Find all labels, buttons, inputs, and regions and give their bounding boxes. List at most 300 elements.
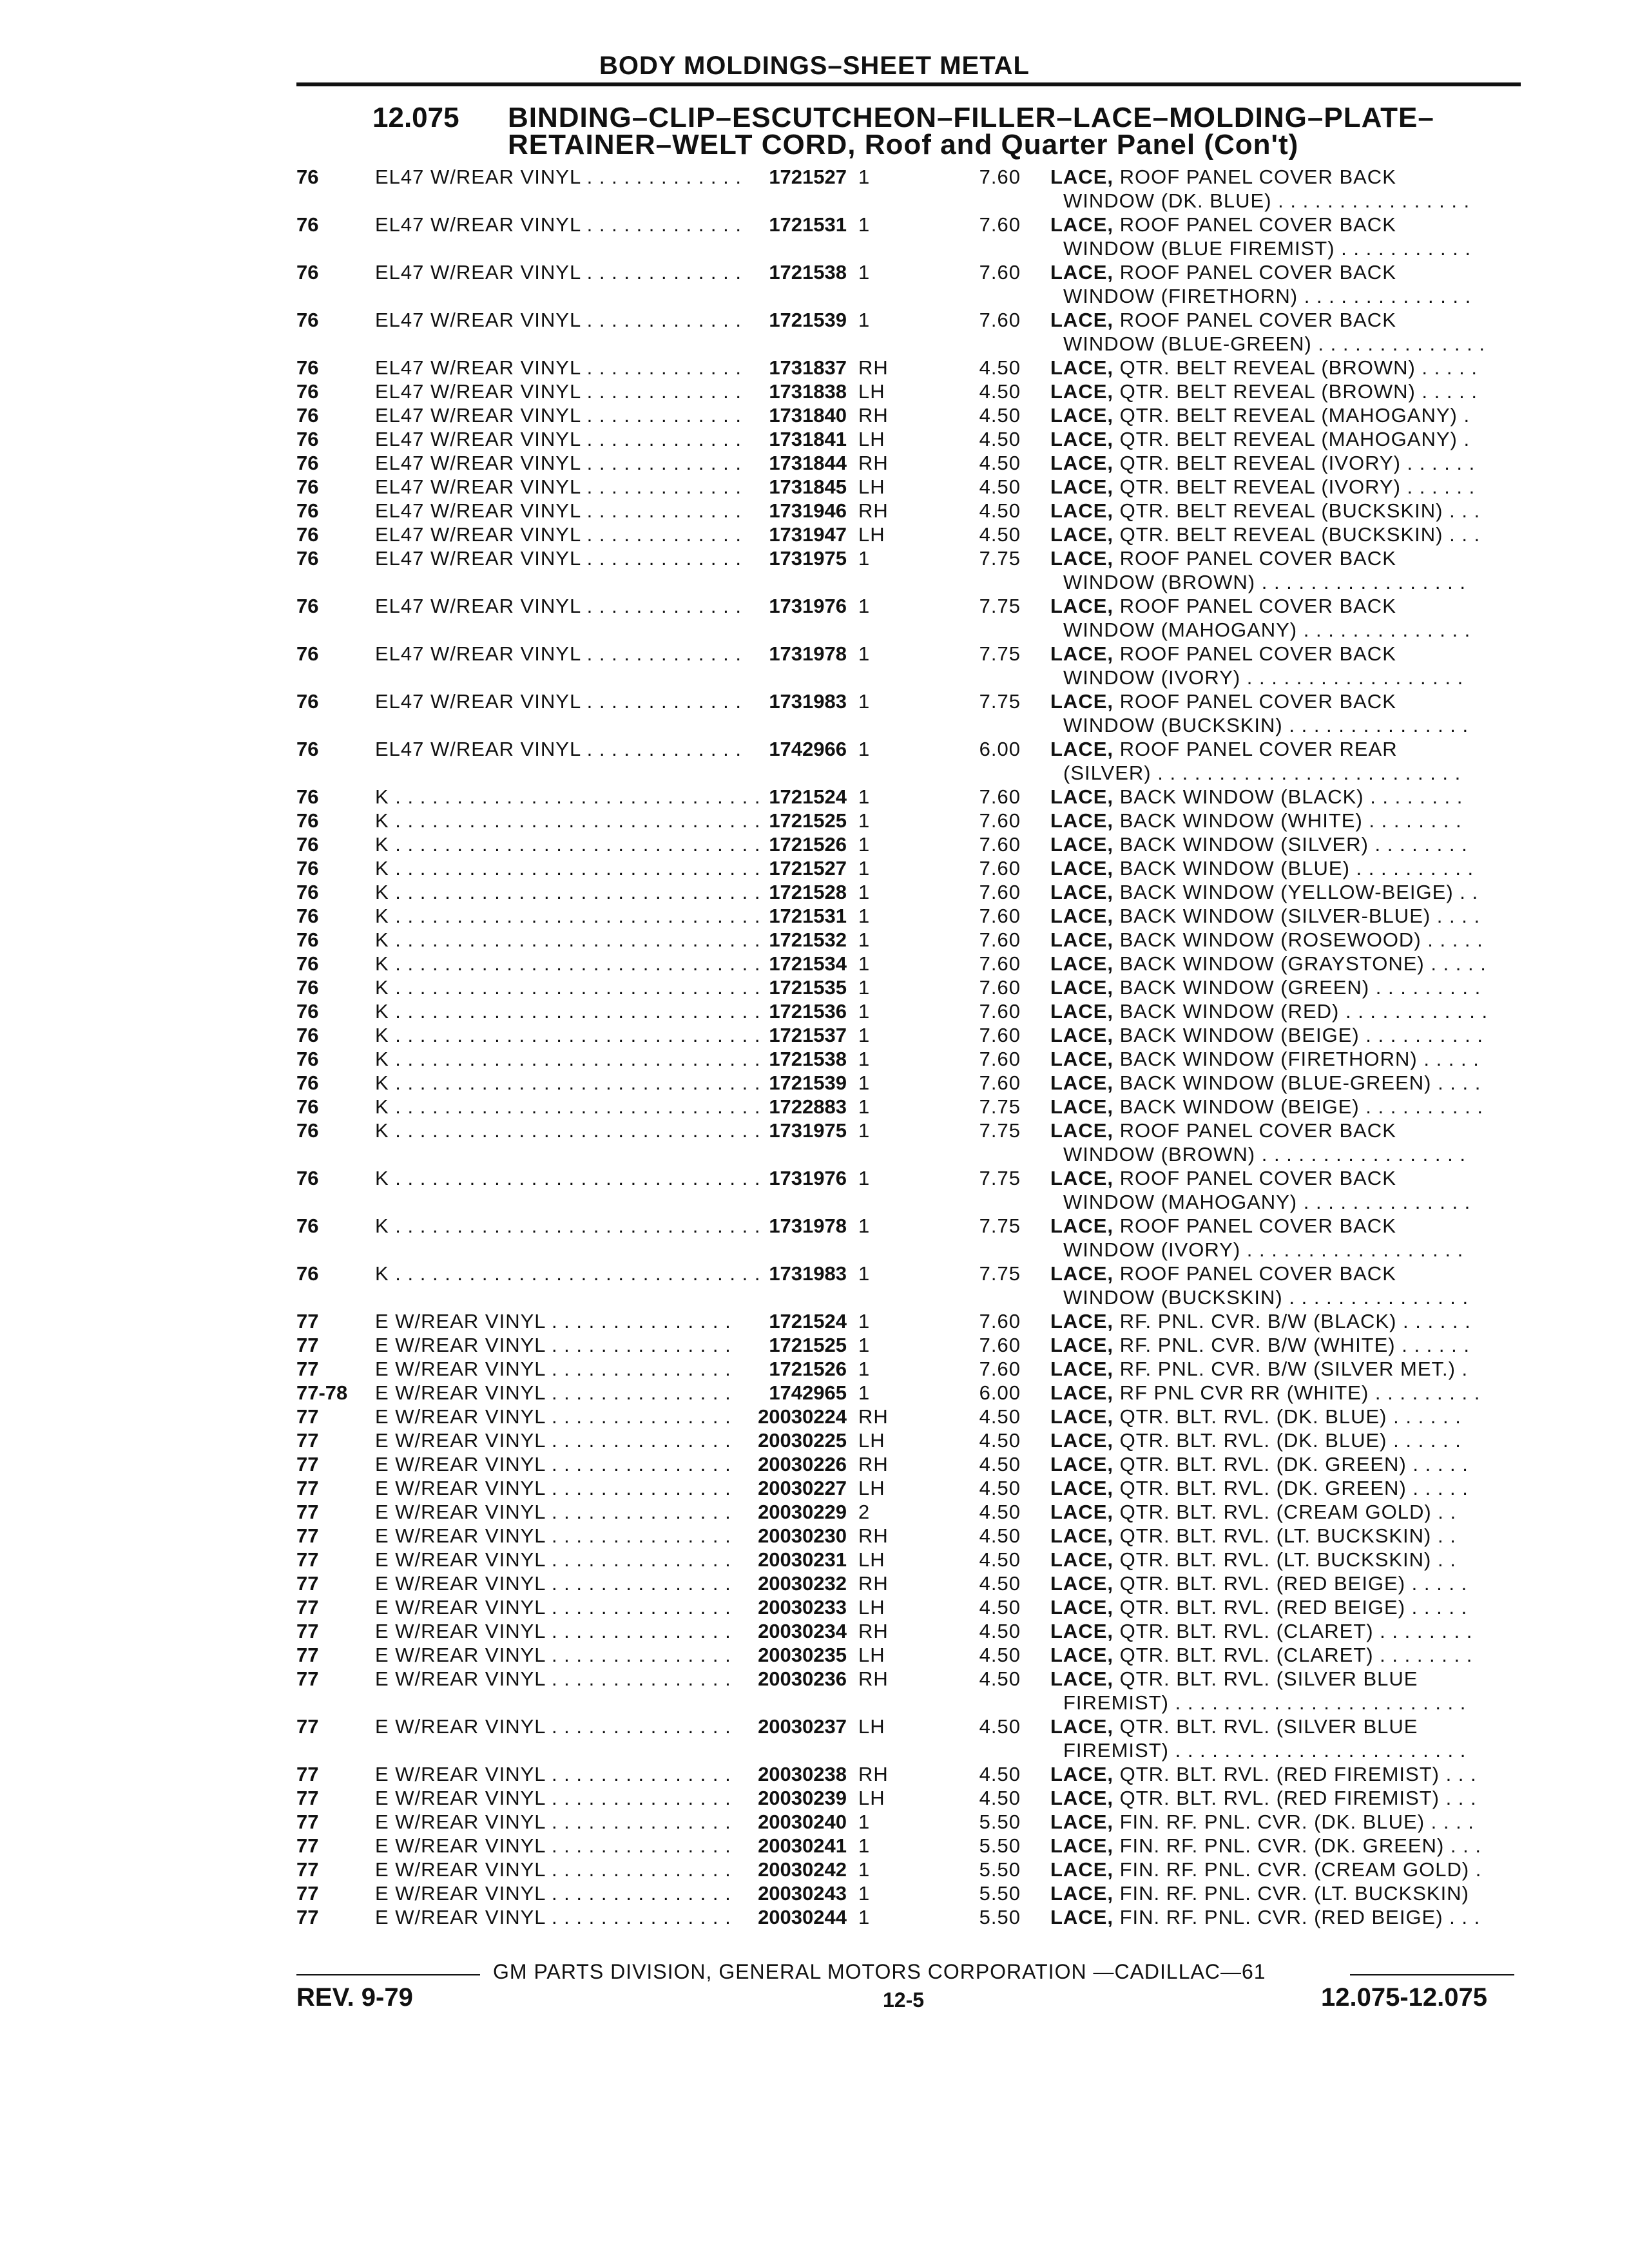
description-cell: LACE, BACK WINDOW (BEIGE) . . . . . . . . . . xyxy=(1050,1095,1483,1118)
footer-rule-right xyxy=(1350,1974,1514,1975)
year-cell: 77 xyxy=(296,1882,319,1905)
description-cell: LACE, BACK WINDOW (GREEN) . . . . . . . . . xyxy=(1050,976,1481,999)
description-cell: LACE, QTR. BLT. RVL. (CLARET) . . . . . . . . xyxy=(1050,1644,1473,1666)
description-cell: LACE, QTR. BLT. RVL. (LT. BUCKSKIN) . . xyxy=(1050,1548,1456,1571)
application-cell: E W/REAR VINYL . . . . . . . . . . . . . . . xyxy=(375,1858,731,1881)
description-cell: LACE, QTR. BLT. RVL. (DK. GREEN) . . . . . xyxy=(1050,1453,1469,1475)
quantity-cell: 1 xyxy=(858,809,871,832)
price-cell: 4.50 xyxy=(979,1429,1021,1452)
table-row xyxy=(0,1357,1629,1381)
description-cell: LACE, ROOF PANEL COVER BACK xyxy=(1050,166,1396,188)
application-cell: EL47 W/REAR VINYL . . . . . . . . . . . . . xyxy=(375,499,742,522)
quantity-cell: 1 xyxy=(858,1215,871,1237)
table-row xyxy=(0,1667,1629,1715)
year-cell: 77 xyxy=(296,1548,319,1571)
application-cell: E W/REAR VINYL . . . . . . . . . . . . . . . xyxy=(375,1787,731,1809)
year-cell: 76 xyxy=(296,1000,319,1023)
application-cell: E W/REAR VINYL . . . . . . . . . . . . . . . xyxy=(375,1811,731,1833)
part-number-cell: 20030227 xyxy=(758,1477,847,1499)
application-cell: E W/REAR VINYL . . . . . . . . . . . . . . . xyxy=(375,1548,731,1571)
part-number-cell: 20030239 xyxy=(758,1787,847,1809)
description-cell: LACE, QTR. BLT. RVL. (DK. BLUE) . . . . . . xyxy=(1050,1405,1461,1428)
quantity-cell: 1 xyxy=(858,905,871,927)
part-number-cell: 1731983 xyxy=(769,690,847,713)
description-cell: LACE, ROOF PANEL COVER BACK xyxy=(1050,595,1396,617)
quantity-cell: LH xyxy=(858,1429,885,1452)
quantity-cell: RH xyxy=(858,1524,889,1547)
quantity-cell: 1 xyxy=(858,1000,871,1023)
year-cell: 76 xyxy=(296,976,319,999)
description-cell: LACE, QTR. BLT. RVL. (SILVER BLUE xyxy=(1050,1715,1418,1738)
price-cell: 4.50 xyxy=(979,1477,1021,1499)
price-cell: 5.50 xyxy=(979,1811,1021,1833)
price-cell: 4.50 xyxy=(979,523,1021,546)
application-cell: E W/REAR VINYL . . . . . . . . . . . . . . . xyxy=(375,1405,731,1428)
description-continuation-cell: WINDOW (BROWN) . . . . . . . . . . . . . . . . . xyxy=(1063,1143,1466,1166)
year-cell: 76 xyxy=(296,452,319,474)
part-number-cell: 1721531 xyxy=(769,905,847,927)
year-cell: 76 xyxy=(296,428,319,450)
table-row xyxy=(0,1762,1629,1786)
year-cell: 76 xyxy=(296,1215,319,1237)
price-cell: 4.50 xyxy=(979,1620,1021,1642)
part-number-cell: 1731975 xyxy=(769,1119,847,1142)
year-cell: 76 xyxy=(296,785,319,808)
part-number-cell: 1742965 xyxy=(769,1381,847,1404)
year-cell: 76 xyxy=(296,881,319,903)
table-row xyxy=(0,1548,1629,1571)
quantity-cell: 1 xyxy=(858,1358,871,1380)
table-row xyxy=(0,165,1629,213)
description-cell: LACE, BACK WINDOW (RED) . . . . . . . . . . . . xyxy=(1050,1000,1489,1023)
quantity-cell: 1 xyxy=(858,857,871,879)
price-cell: 7.60 xyxy=(979,1310,1021,1332)
footer-rule-left xyxy=(296,1974,480,1975)
part-number-cell: 20030240 xyxy=(758,1811,847,1833)
part-number-cell: 20030233 xyxy=(758,1596,847,1619)
application-cell: EL47 W/REAR VINYL . . . . . . . . . . . . . xyxy=(375,452,742,474)
price-cell: 4.50 xyxy=(979,1453,1021,1475)
part-number-cell: 20030243 xyxy=(758,1882,847,1905)
description-cell: LACE, QTR. BELT REVEAL (MAHOGANY) . xyxy=(1050,404,1470,427)
description-cell: LACE, ROOF PANEL COVER REAR xyxy=(1050,738,1398,760)
table-row xyxy=(0,999,1629,1023)
price-cell: 7.75 xyxy=(979,1215,1021,1237)
part-number-cell: 1731976 xyxy=(769,595,847,617)
year-cell: 76 xyxy=(296,499,319,522)
quantity-cell: 1 xyxy=(858,595,871,617)
part-number-cell: 20030234 xyxy=(758,1620,847,1642)
application-cell: E W/REAR VINYL . . . . . . . . . . . . . . . xyxy=(375,1334,731,1356)
quantity-cell: 1 xyxy=(858,833,871,856)
application-cell: EL47 W/REAR VINYL . . . . . . . . . . . . . xyxy=(375,309,742,331)
table-row xyxy=(0,1810,1629,1834)
part-number-cell: 1721539 xyxy=(769,1072,847,1094)
price-cell: 7.75 xyxy=(979,1119,1021,1142)
quantity-cell: 1 xyxy=(858,1381,871,1404)
part-number-cell: 20030232 xyxy=(758,1572,847,1595)
application-cell: K . . . . . . . . . . . . . . . . . . . . . . . . . . . . . . xyxy=(375,1072,761,1094)
table-row xyxy=(0,380,1629,403)
description-continuation-cell: WINDOW (IVORY) . . . . . . . . . . . . . . . . . . xyxy=(1063,1238,1464,1261)
year-cell: 77 xyxy=(296,1906,319,1928)
description-cell: LACE, ROOF PANEL COVER BACK xyxy=(1050,1262,1396,1285)
part-number-cell: 20030231 xyxy=(758,1548,847,1571)
table-row xyxy=(0,523,1629,546)
year-cell: 76 xyxy=(296,261,319,284)
application-cell: EL47 W/REAR VINYL . . . . . . . . . . . . . xyxy=(375,642,742,665)
description-cell: LACE, QTR. BLT. RVL. (CLARET) . . . . . . . . xyxy=(1050,1620,1473,1642)
description-continuation-cell: WINDOW (BLUE-GREEN) . . . . . . . . . . . . . . xyxy=(1063,332,1485,355)
part-number-cell: 1721525 xyxy=(769,809,847,832)
description-continuation-cell: (SILVER) . . . . . . . . . . . . . . . . . . . . . . . . . xyxy=(1063,762,1461,784)
year-cell: 76 xyxy=(296,928,319,951)
description-cell: LACE, QTR. BELT REVEAL (BUCKSKIN) . . . xyxy=(1050,523,1481,546)
price-cell: 7.60 xyxy=(979,976,1021,999)
price-cell: 6.00 xyxy=(979,738,1021,760)
application-cell: K . . . . . . . . . . . . . . . . . . . . . . . . . . . . . . xyxy=(375,952,761,975)
description-cell: LACE, BACK WINDOW (BEIGE) . . . . . . . . . . xyxy=(1050,1024,1483,1046)
application-cell: E W/REAR VINYL . . . . . . . . . . . . . . . xyxy=(375,1667,731,1690)
part-number-cell: 1721528 xyxy=(769,881,847,903)
price-cell: 4.50 xyxy=(979,380,1021,403)
price-cell: 7.75 xyxy=(979,595,1021,617)
year-cell: 76 xyxy=(296,1048,319,1070)
table-row xyxy=(0,1500,1629,1524)
price-cell: 7.75 xyxy=(979,547,1021,570)
part-number-cell: 1731838 xyxy=(769,380,847,403)
quantity-cell: LH xyxy=(858,1715,885,1738)
table-row xyxy=(0,1428,1629,1452)
quantity-cell: RH xyxy=(858,1763,889,1785)
price-cell: 7.60 xyxy=(979,213,1021,236)
description-cell: LACE, BACK WINDOW (BLACK) . . . . . . . . xyxy=(1050,785,1463,808)
price-cell: 6.00 xyxy=(979,1381,1021,1404)
description-cell: LACE, BACK WINDOW (WHITE) . . . . . . . . xyxy=(1050,809,1462,832)
footer-range: 12.075-12.075 xyxy=(1321,1983,1488,2012)
table-row xyxy=(0,832,1629,856)
part-number-cell: 1731983 xyxy=(769,1262,847,1285)
table-row xyxy=(0,952,1629,975)
description-cell: LACE, QTR. BLT. RVL. (DK. GREEN) . . . . . xyxy=(1050,1477,1469,1499)
year-cell: 77 xyxy=(296,1429,319,1452)
price-cell: 5.50 xyxy=(979,1906,1021,1928)
table-row xyxy=(0,1023,1629,1047)
description-cell: LACE, BACK WINDOW (BLUE) . . . . . . . . . . xyxy=(1050,857,1474,879)
application-cell: E W/REAR VINYL . . . . . . . . . . . . . . . xyxy=(375,1524,731,1547)
year-cell: 76 xyxy=(296,380,319,403)
year-cell: 76 xyxy=(296,1095,319,1118)
part-number-cell: 1721535 xyxy=(769,976,847,999)
price-cell: 7.60 xyxy=(979,881,1021,903)
quantity-cell: 1 xyxy=(858,1072,871,1094)
description-cell: LACE, FIN. RF. PNL. CVR. (DK. GREEN) . . . xyxy=(1050,1834,1481,1857)
price-cell: 7.75 xyxy=(979,1095,1021,1118)
price-cell: 4.50 xyxy=(979,428,1021,450)
description-cell: LACE, ROOF PANEL COVER BACK xyxy=(1050,690,1396,713)
year-cell: 76 xyxy=(296,309,319,331)
quantity-cell: 1 xyxy=(858,881,871,903)
quantity-cell: 1 xyxy=(858,1858,871,1881)
part-number-cell: 1721536 xyxy=(769,1000,847,1023)
description-cell: LACE, QTR. BELT REVEAL (MAHOGANY) . xyxy=(1050,428,1470,450)
year-cell: 76 xyxy=(296,952,319,975)
price-cell: 7.75 xyxy=(979,1167,1021,1189)
description-cell: LACE, QTR. BELT REVEAL (IVORY) . . . . . . xyxy=(1050,452,1476,474)
price-cell: 4.50 xyxy=(979,1501,1021,1523)
table-row xyxy=(0,546,1629,594)
table-row xyxy=(0,1405,1629,1428)
table-row xyxy=(0,1476,1629,1500)
description-cell: LACE, RF. PNL. CVR. B/W (WHITE) . . . . . . xyxy=(1050,1334,1470,1356)
application-cell: E W/REAR VINYL . . . . . . . . . . . . . . . xyxy=(375,1310,731,1332)
price-cell: 5.50 xyxy=(979,1882,1021,1905)
part-number-cell: 20030244 xyxy=(758,1906,847,1928)
table-row xyxy=(0,1619,1629,1643)
application-cell: EL47 W/REAR VINYL . . . . . . . . . . . . . xyxy=(375,213,742,236)
description-cell: LACE, ROOF PANEL COVER BACK xyxy=(1050,547,1396,570)
application-cell: K . . . . . . . . . . . . . . . . . . . . . . . . . . . . . . xyxy=(375,857,761,879)
quantity-cell: 1 xyxy=(858,1882,871,1905)
application-cell: E W/REAR VINYL . . . . . . . . . . . . . . . xyxy=(375,1644,731,1666)
part-number-cell: 1731947 xyxy=(769,523,847,546)
quantity-cell: LH xyxy=(858,476,885,498)
year-cell: 77 xyxy=(296,1834,319,1857)
quantity-cell: LH xyxy=(858,1477,885,1499)
part-number-cell: 20030241 xyxy=(758,1834,847,1857)
part-number-cell: 20030236 xyxy=(758,1667,847,1690)
year-cell: 76 xyxy=(296,1167,319,1189)
year-cell: 76 xyxy=(296,404,319,427)
part-number-cell: 1721532 xyxy=(769,928,847,951)
application-cell: EL47 W/REAR VINYL . . . . . . . . . . . . . xyxy=(375,547,742,570)
description-cell: LACE, QTR. BELT REVEAL (IVORY) . . . . . . xyxy=(1050,476,1476,498)
quantity-cell: 1 xyxy=(858,1167,871,1189)
application-cell: K . . . . . . . . . . . . . . . . . . . . . . . . . . . . . . xyxy=(375,785,761,808)
table-row xyxy=(0,880,1629,904)
year-cell: 77 xyxy=(296,1477,319,1499)
part-number-cell: 1731844 xyxy=(769,452,847,474)
price-cell: 4.50 xyxy=(979,499,1021,522)
section-title-line2: RETAINER–WELT CORD, Roof and Quarter Panel (Con't) xyxy=(508,129,1299,160)
table-row xyxy=(0,1095,1629,1119)
year-cell: 76 xyxy=(296,1024,319,1046)
quantity-cell: 1 xyxy=(858,1095,871,1118)
footer-page: 12-5 xyxy=(883,1988,925,2012)
table-row xyxy=(0,1309,1629,1333)
table-row xyxy=(0,737,1629,785)
application-cell: EL47 W/REAR VINYL . . . . . . . . . . . . . xyxy=(375,380,742,403)
price-cell: 4.50 xyxy=(979,1787,1021,1809)
price-cell: 7.60 xyxy=(979,1334,1021,1356)
table-row xyxy=(0,1071,1629,1095)
part-number-cell: 1721526 xyxy=(769,833,847,856)
table-row xyxy=(0,928,1629,952)
table-row xyxy=(0,1333,1629,1357)
quantity-cell: 1 xyxy=(858,1906,871,1928)
quantity-cell: LH xyxy=(858,1787,885,1809)
price-cell: 4.50 xyxy=(979,1548,1021,1571)
part-number-cell: 20030230 xyxy=(758,1524,847,1547)
price-cell: 7.60 xyxy=(979,905,1021,927)
year-cell: 76 xyxy=(296,1072,319,1094)
part-number-cell: 1721524 xyxy=(769,785,847,808)
quantity-cell: LH xyxy=(858,1548,885,1571)
year-cell: 76 xyxy=(296,690,319,713)
description-cell: LACE, BACK WINDOW (YELLOW-BEIGE) . . xyxy=(1050,881,1479,903)
description-continuation-cell: WINDOW (FIRETHORN) . . . . . . . . . . . . . . xyxy=(1063,285,1472,307)
application-cell: E W/REAR VINYL . . . . . . . . . . . . . . . xyxy=(375,1477,731,1499)
year-cell: 76 xyxy=(296,642,319,665)
quantity-cell: 1 xyxy=(858,309,871,331)
description-cell: LACE, ROOF PANEL COVER BACK xyxy=(1050,261,1396,284)
quantity-cell: LH xyxy=(858,523,885,546)
description-continuation-cell: WINDOW (BLUE FIREMIST) . . . . . . . . . . . xyxy=(1063,237,1472,260)
year-cell: 77 xyxy=(296,1334,319,1356)
price-cell: 5.50 xyxy=(979,1834,1021,1857)
price-cell: 4.50 xyxy=(979,1572,1021,1595)
application-cell: K . . . . . . . . . . . . . . . . . . . . . . . . . . . . . . xyxy=(375,905,761,927)
price-cell: 7.60 xyxy=(979,1048,1021,1070)
table-row xyxy=(0,499,1629,523)
description-cell: LACE, FIN. RF. PNL. CVR. (RED BEIGE) . . . xyxy=(1050,1906,1481,1928)
application-cell: K . . . . . . . . . . . . . . . . . . . . . . . . . . . . . . xyxy=(375,1095,761,1118)
quantity-cell: 1 xyxy=(858,785,871,808)
year-cell: 77 xyxy=(296,1644,319,1666)
part-number-cell: 1721534 xyxy=(769,952,847,975)
description-continuation-cell: WINDOW (BROWN) . . . . . . . . . . . . . . . . . xyxy=(1063,571,1466,593)
application-cell: K . . . . . . . . . . . . . . . . . . . . . . . . . . . . . . xyxy=(375,1000,761,1023)
description-cell: LACE, RF. PNL. CVR. B/W (BLACK) . . . . . . xyxy=(1050,1310,1471,1332)
quantity-cell: LH xyxy=(858,428,885,450)
part-number-cell: 20030237 xyxy=(758,1715,847,1738)
table-row xyxy=(0,785,1629,809)
table-row xyxy=(0,1571,1629,1595)
table-row xyxy=(0,1381,1629,1405)
year-cell: 77 xyxy=(296,1787,319,1809)
price-cell: 7.60 xyxy=(979,833,1021,856)
table-row xyxy=(0,1881,1629,1905)
table-row xyxy=(0,451,1629,475)
price-cell: 7.60 xyxy=(979,1072,1021,1094)
quantity-cell: 1 xyxy=(858,1811,871,1833)
description-cell: LACE, ROOF PANEL COVER BACK xyxy=(1050,1167,1396,1189)
year-cell: 76 xyxy=(296,356,319,379)
table-row xyxy=(0,975,1629,999)
description-continuation-cell: WINDOW (DK. BLUE) . . . . . . . . . . . . . . . . xyxy=(1063,189,1470,212)
quantity-cell: LH xyxy=(858,380,885,403)
table-row xyxy=(0,1858,1629,1881)
table-row xyxy=(0,1452,1629,1476)
price-cell: 7.60 xyxy=(979,785,1021,808)
application-cell: E W/REAR VINYL . . . . . . . . . . . . . . . xyxy=(375,1715,731,1738)
description-continuation-cell: WINDOW (MAHOGANY) . . . . . . . . . . . . . . xyxy=(1063,1191,1471,1213)
quantity-cell: RH xyxy=(858,499,889,522)
year-cell: 77 xyxy=(296,1310,319,1332)
year-cell: 76 xyxy=(296,809,319,832)
description-cell: LACE, BACK WINDOW (ROSEWOOD) . . . . . xyxy=(1050,928,1483,951)
description-cell: LACE, BACK WINDOW (FIRETHORN) . . . . . xyxy=(1050,1048,1480,1070)
part-number-cell: 20030224 xyxy=(758,1405,847,1428)
part-number-cell: 20030225 xyxy=(758,1429,847,1452)
application-cell: E W/REAR VINYL . . . . . . . . . . . . . . . xyxy=(375,1453,731,1475)
header-rule xyxy=(296,82,1521,86)
year-cell: 77 xyxy=(296,1596,319,1619)
price-cell: 7.60 xyxy=(979,1000,1021,1023)
section-title-line1: BINDING–CLIP–ESCUTCHEON–FILLER–LACE–MOLDING–PLATE– xyxy=(508,102,1434,133)
application-cell: E W/REAR VINYL . . . . . . . . . . . . . . . xyxy=(375,1429,731,1452)
part-number-cell: 1742966 xyxy=(769,738,847,760)
table-row xyxy=(0,403,1629,427)
description-cell: LACE, ROOF PANEL COVER BACK xyxy=(1050,1215,1396,1237)
application-cell: EL47 W/REAR VINYL . . . . . . . . . . . . . xyxy=(375,523,742,546)
description-continuation-cell: WINDOW (BUCKSKIN) . . . . . . . . . . . . . . . xyxy=(1063,1286,1469,1309)
year-cell: 76 xyxy=(296,523,319,546)
description-cell: LACE, ROOF PANEL COVER BACK xyxy=(1050,1119,1396,1142)
description-cell: LACE, QTR. BLT. RVL. (CREAM GOLD) . . xyxy=(1050,1501,1457,1523)
table-row xyxy=(0,1214,1629,1262)
application-cell: E W/REAR VINYL . . . . . . . . . . . . . . . xyxy=(375,1882,731,1905)
table-row xyxy=(0,594,1629,642)
price-cell: 4.50 xyxy=(979,356,1021,379)
part-number-cell: 1731978 xyxy=(769,642,847,665)
description-cell: LACE, QTR. BELT REVEAL (BROWN) . . . . . xyxy=(1050,356,1478,379)
part-number-cell: 1731841 xyxy=(769,428,847,450)
application-cell: K . . . . . . . . . . . . . . . . . . . . . . . . . . . . . . xyxy=(375,1215,761,1237)
description-continuation-cell: WINDOW (IVORY) . . . . . . . . . . . . . . . . . . xyxy=(1063,666,1464,689)
price-cell: 7.60 xyxy=(979,166,1021,188)
year-cell: 76 xyxy=(296,595,319,617)
part-number-cell: 20030238 xyxy=(758,1763,847,1785)
application-cell: K . . . . . . . . . . . . . . . . . . . . . . . . . . . . . . xyxy=(375,1119,761,1142)
part-number-cell: 1721539 xyxy=(769,309,847,331)
table-row xyxy=(0,475,1629,499)
quantity-cell: 1 xyxy=(858,738,871,760)
quantity-cell: 1 xyxy=(858,213,871,236)
quantity-cell: RH xyxy=(858,356,889,379)
description-cell: LACE, QTR. BLT. RVL. (RED BEIGE) . . . . . xyxy=(1050,1572,1468,1595)
quantity-cell: 1 xyxy=(858,976,871,999)
year-cell: 76 xyxy=(296,547,319,570)
application-cell: K . . . . . . . . . . . . . . . . . . . . . . . . . . . . . . xyxy=(375,833,761,856)
quantity-cell: LH xyxy=(858,1644,885,1666)
year-cell: 76 xyxy=(296,213,319,236)
table-row xyxy=(0,1119,1629,1166)
description-cell: LACE, QTR. BLT. RVL. (RED BEIGE) . . . . . xyxy=(1050,1596,1468,1619)
quantity-cell: RH xyxy=(858,1405,889,1428)
application-cell: E W/REAR VINYL . . . . . . . . . . . . . . . xyxy=(375,1358,731,1380)
price-cell: 4.50 xyxy=(979,452,1021,474)
part-number-cell: 20030226 xyxy=(758,1453,847,1475)
part-number-cell: 1721531 xyxy=(769,213,847,236)
year-cell: 77 xyxy=(296,1715,319,1738)
application-cell: EL47 W/REAR VINYL . . . . . . . . . . . . . xyxy=(375,428,742,450)
application-cell: K . . . . . . . . . . . . . . . . . . . . . . . . . . . . . . xyxy=(375,881,761,903)
description-continuation-cell: FIREMIST) . . . . . . . . . . . . . . . . . . . . . . . . xyxy=(1063,1739,1467,1762)
price-cell: 7.60 xyxy=(979,857,1021,879)
description-cell: LACE, BACK WINDOW (SILVER) . . . . . . . . xyxy=(1050,833,1468,856)
application-cell: E W/REAR VINYL . . . . . . . . . . . . . . . xyxy=(375,1381,731,1404)
description-cell: LACE, FIN. RF. PNL. CVR. (CREAM GOLD) . xyxy=(1050,1858,1482,1881)
part-number-cell: 1721525 xyxy=(769,1334,847,1356)
quantity-cell: 1 xyxy=(858,1048,871,1070)
table-row xyxy=(0,1905,1629,1929)
quantity-cell: RH xyxy=(858,452,889,474)
application-cell: EL47 W/REAR VINYL . . . . . . . . . . . . . xyxy=(375,476,742,498)
table-row xyxy=(0,904,1629,928)
table-row xyxy=(0,308,1629,356)
application-cell: K . . . . . . . . . . . . . . . . . . . . . . . . . . . . . . xyxy=(375,1048,761,1070)
